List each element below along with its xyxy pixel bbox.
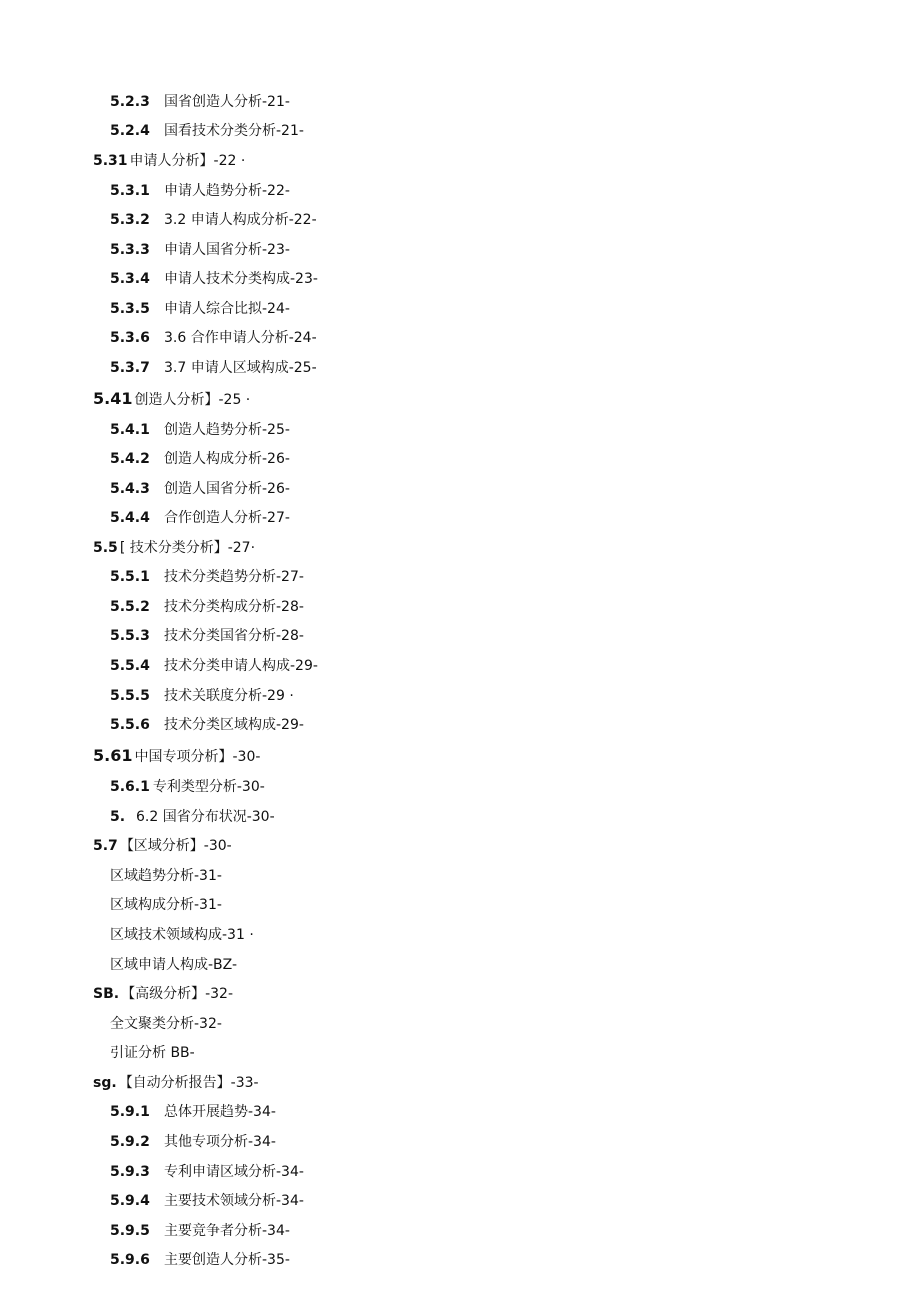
toc-entry xyxy=(110,209,317,231)
toc-title: 其他专项分析-34- xyxy=(164,1134,276,1150)
toc-number: 5.9.5 xyxy=(110,1223,150,1239)
toc-title: 主要技术领域分析-34- xyxy=(164,1193,304,1209)
toc-entry xyxy=(110,1190,304,1212)
toc-number: 5.2.4 xyxy=(110,123,150,139)
toc-title: 3.7 申请人区域构成-25- xyxy=(164,360,317,376)
toc-title: 区域构成分析-31- xyxy=(110,897,222,913)
toc-entry xyxy=(110,298,290,320)
toc-title: 专利类型分析-30- xyxy=(152,779,265,795)
toc-title: 3.2 申请人构成分析-22- xyxy=(164,212,317,228)
toc-number: 5.6.1 xyxy=(110,779,150,795)
toc-number: 5.5 xyxy=(93,540,118,556)
toc-title: [ 技术分类分析】-27· xyxy=(119,540,256,556)
toc-title: 主要竞争者分析-34- xyxy=(164,1223,290,1239)
toc-title: 【自动分析报告】-33- xyxy=(118,1075,259,1091)
toc-title: 【区域分析】-30- xyxy=(119,838,232,854)
toc-entry xyxy=(110,419,290,441)
toc-entry xyxy=(110,776,265,798)
toc-title: 国省创造人分析-21- xyxy=(164,94,290,110)
toc-title: 全文聚类分析-32- xyxy=(110,1016,222,1032)
toc-number: 5.2.3 xyxy=(110,94,150,110)
toc-entry xyxy=(110,239,290,261)
toc-entry xyxy=(110,180,290,202)
toc-title: 创造人趋势分析-25- xyxy=(164,422,290,438)
toc-entry xyxy=(110,566,304,588)
toc-section xyxy=(93,835,232,857)
toc-number: 5.5.2 xyxy=(110,599,150,615)
toc-entry xyxy=(110,655,318,677)
toc-number: 5.9.3 xyxy=(110,1164,150,1180)
toc-entry xyxy=(110,448,290,470)
toc-title: 创造人分析】-25 · xyxy=(134,392,251,408)
toc-section xyxy=(93,388,250,410)
toc-number: 5.7 xyxy=(93,838,118,854)
toc-number: 5.5.3 xyxy=(110,628,150,644)
toc-title: 3.6 合作申请人分析-24- xyxy=(164,330,317,346)
toc-title: 技术关联度分析-29 · xyxy=(164,688,294,704)
toc-number: 5.3.2 xyxy=(110,212,150,228)
toc-number: sg. xyxy=(93,1075,117,1091)
toc-title: 申请人趋势分析-22- xyxy=(164,183,290,199)
toc-number: 5.9.6 xyxy=(110,1252,150,1268)
toc-title: 区域趋势分析-31- xyxy=(110,868,222,884)
toc-title: 创造人国省分析-26- xyxy=(164,481,290,497)
toc-number: 5.3.3 xyxy=(110,242,150,258)
toc-title: 申请人分析】-22 · xyxy=(129,153,246,169)
toc-title: 主要创造人分析-35- xyxy=(164,1252,290,1268)
toc-number: 5.3.7 xyxy=(110,360,150,376)
toc-number: 5.9.2 xyxy=(110,1134,150,1150)
toc-entry xyxy=(110,120,304,142)
toc-number: 5.4.1 xyxy=(110,422,150,438)
toc-section xyxy=(93,983,233,1005)
toc-title: 技术分类趋势分析-27- xyxy=(164,569,304,585)
toc-title: 区域申请人构成-BZ- xyxy=(110,957,238,973)
toc-entry xyxy=(110,507,290,529)
toc-entry xyxy=(110,1161,304,1183)
toc-title: 技术分类申请人构成-29- xyxy=(164,658,318,674)
toc-entry xyxy=(110,1220,290,1242)
toc-number: 5.5.1 xyxy=(110,569,150,585)
toc-number: 5.5.6 xyxy=(110,717,150,733)
toc-entry xyxy=(110,596,304,618)
toc-entry xyxy=(110,357,317,379)
toc-title: 技术分类构成分析-28- xyxy=(164,599,304,615)
toc-title: 国看技术分类分析-21- xyxy=(164,123,304,139)
toc-number: 5.9.1 xyxy=(110,1104,150,1120)
toc-number: 5.3.4 xyxy=(110,271,150,287)
toc-number: 5.61 xyxy=(93,746,133,765)
toc-entry xyxy=(110,865,222,887)
toc-section xyxy=(93,745,260,767)
toc-title: 【高级分析】-32- xyxy=(121,986,233,1002)
toc-section xyxy=(93,1072,259,1094)
toc-entry xyxy=(110,327,317,349)
toc-number: SB. xyxy=(93,986,120,1002)
toc-entry xyxy=(110,91,290,113)
toc-entry xyxy=(110,954,237,976)
toc-number: 5. xyxy=(110,809,126,825)
toc-entry xyxy=(110,1101,276,1123)
toc-number: 5.9.4 xyxy=(110,1193,150,1209)
toc-entry xyxy=(110,478,290,500)
toc-title: 技术分类区域构成-29- xyxy=(164,717,304,733)
toc-title: 申请人国省分析-23- xyxy=(164,242,290,258)
toc-title: 申请人综合比拟-24- xyxy=(164,301,290,317)
toc-section xyxy=(93,537,255,559)
toc-entry xyxy=(110,924,254,946)
toc-number: 5.5.5 xyxy=(110,688,150,704)
toc-number: 5.4.2 xyxy=(110,451,150,467)
toc-number: 5.5.4 xyxy=(110,658,150,674)
toc-number: 5.4.3 xyxy=(110,481,150,497)
toc-title: 6.2 国省分布状况-30- xyxy=(136,809,275,825)
toc-number: 5.31 xyxy=(93,153,128,169)
toc-title: 创造人构成分析-26- xyxy=(164,451,290,467)
toc-entry xyxy=(110,806,275,828)
toc-title: 区域技术领域构成-31 · xyxy=(110,927,254,943)
toc-entry xyxy=(110,894,222,916)
toc-number: 5.3.6 xyxy=(110,330,150,346)
toc-entry xyxy=(110,714,304,736)
toc-entry xyxy=(110,1042,195,1064)
toc-title: 技术分类国省分析-28- xyxy=(164,628,304,644)
toc-entry xyxy=(110,1249,290,1271)
toc-number: 5.3.1 xyxy=(110,183,150,199)
toc-title: 申请人技术分类构成-23- xyxy=(164,271,318,287)
toc-entry xyxy=(110,625,304,647)
toc-number: 5.41 xyxy=(93,389,133,408)
toc-section xyxy=(93,150,245,172)
toc-entry xyxy=(110,1013,222,1035)
toc-title: 总体开展趋势-34- xyxy=(164,1104,276,1120)
toc-entry xyxy=(110,268,318,290)
toc-number: 5.4.4 xyxy=(110,510,150,526)
toc-entry xyxy=(110,685,294,707)
toc-title: 专利申请区域分析-34- xyxy=(164,1164,304,1180)
toc-title: 引证分析 BB- xyxy=(110,1045,195,1061)
toc-title: 中国专项分析】-30- xyxy=(134,749,261,765)
toc-number: 5.3.5 xyxy=(110,301,150,317)
toc-title: 合作创造人分析-27- xyxy=(164,510,290,526)
toc-entry xyxy=(110,1131,276,1153)
